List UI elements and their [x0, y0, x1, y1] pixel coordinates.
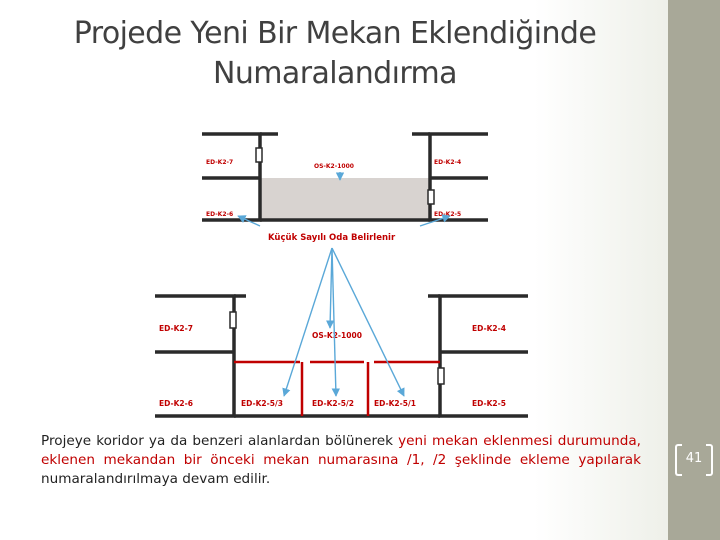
room-label: ED-K2-5	[472, 399, 506, 408]
caption-part-1: Projeye koridor ya da benzeri alanlardan bölünerek	[41, 433, 399, 449]
room-label: ED-K2-4	[472, 324, 506, 333]
door-mark	[256, 148, 262, 162]
bracket-right	[706, 444, 713, 476]
room-label: ED-K2-5/1	[374, 399, 416, 408]
room-label: OS-K2-1000	[314, 163, 354, 170]
title-line-2: Numaralandırma	[213, 56, 457, 91]
bottom-floor-plan	[155, 296, 528, 416]
room-label: ED-K2-5	[434, 211, 462, 218]
room-label: ED-K2-6	[206, 211, 234, 218]
door-mark	[428, 190, 434, 204]
bracket-left	[675, 444, 682, 476]
room-label: ED-K2-4	[434, 159, 462, 166]
caption-part-2: numaralandırılmaya devam edilir.	[41, 471, 271, 487]
page-number	[679, 444, 709, 474]
slide-title	[20, 14, 650, 94]
page-number-value: 41	[685, 451, 703, 466]
corridor-shade	[260, 178, 430, 220]
room-label: ED-K2-7	[159, 324, 193, 333]
room-label: ED-K2-7	[206, 159, 234, 166]
room-label: OS-K2-1000	[312, 331, 362, 340]
floor-plan-figure	[150, 116, 536, 424]
top-floor-plan	[202, 134, 488, 226]
caption-text	[41, 432, 641, 489]
room-label: ED-K2-6	[159, 399, 193, 408]
room-label: ED-K2-5/3	[241, 399, 283, 408]
door-mark	[230, 312, 236, 328]
callout-label: Küçük Sayılı Oda Belirlenir	[268, 233, 396, 243]
room-label: ED-K2-5/2	[312, 399, 354, 408]
door-mark	[438, 368, 444, 384]
title-line-1: Projede Yeni Bir Mekan Eklendiğinde	[73, 16, 597, 51]
caption-highlight: yeni mekan eklenmesi durumunda, eklenen mekandan bir önceki mekan numarasına /1, /2 şeklinde ekleme yapılarak	[41, 433, 642, 468]
